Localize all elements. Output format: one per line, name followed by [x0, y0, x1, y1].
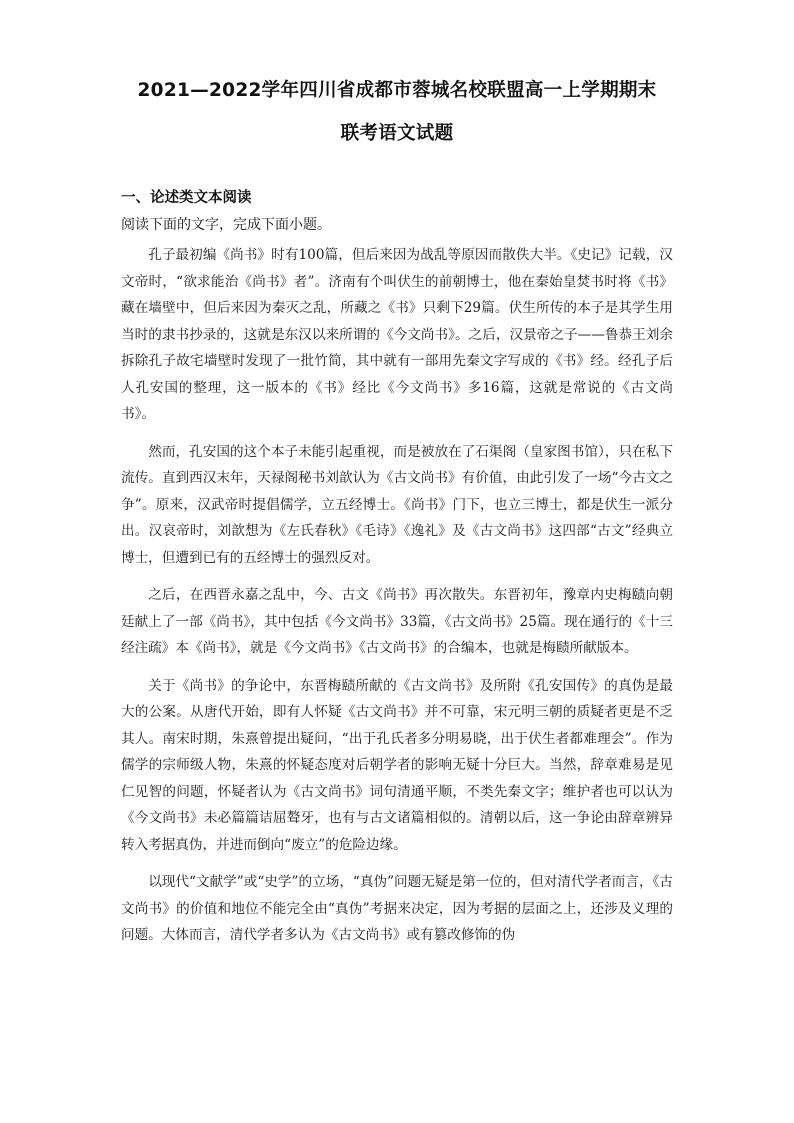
document-title-line-2: 联考语文试题 — [340, 123, 454, 144]
passage-paragraph-1: 孔子最初编《尚书》时有100篇，但后来因为战乱等原因而散佚大半。《史记》记载，汉文帝时，“欲求能治《尚书》者”。济南有个叫伏生的前朝博士，他在秦始皇焚书时将《书》藏在墙壁中，但后来因为秦灭之乱，所藏之《书》只剩下29篇。伏生所传的本子是其学生用当时的隶书抄录的，这就是东汉以来所谓的《今文尚书》。之后，汉景帝之子——鲁恭王刘余拆除孔子故宅墙壁时发现了一批竹简，其中就有一部用先秦文字写成的《书》经。经孔子后人孔安国的整理，这一版本的《书》经比《今文尚书》多16篇，这就是常说的《古文尚书》。 — [121, 247, 673, 422]
passage-paragraph-5: 以现代“文献学”或“史学”的立场，“真伪”问题无疑是第一位的，但对清代学者而言，《古文尚书》的价值和地位不能完全由“真伪”考据来决定，因为考据的层面之上，还涉及义理的问题。大体而言，清代学者多认为《古文尚书》或有篡改修饰的伪 — [121, 874, 673, 943]
passage-paragraph-4: 关于《尚书》的争论中，东晋梅赜所献的《古文尚书》及所附《孔安国传》的真伪是最大的公案。从唐代开始，即有人怀疑《古文尚书》并不可靠，宋元明三朝的质疑者更是不乏其人。南宋时期，朱熹曾提出疑问，“出于孔氏者多分明易晓，出于伏生者都难理会”。作为儒学的宗师级人物，朱熹的怀疑态度对后朝学者的影响无疑十分巨大。当然，辞章难易是见仁见智的问题，怀疑者认为《古文尚书》词句清通平顺，不类先秦文字；维护者也可以认为《今文尚书》未必篇篇诘屈聱牙，也有与古文诸篇相似的。清朝以后，这一争论由辞章辨异转入考据真伪，并进而倒向“废立”的危险边缘。 — [121, 677, 673, 853]
passage-paragraph-2: 然而，孔安国的这个本子未能引起重视，而是被放在了石渠阁（皇家图书馆），只在私下流传。直到西汉末年，天禄阁秘书刘歆认为《古文尚书》有价值，由此引发了一场“今古文之争”。原来，汉武帝时提倡儒学，立五经博士。《尚书》门下，也立三博士，都是伏生一派分出。汉哀帝时，刘歆想为《左氏春秋》《毛诗》《逸礼》及《古文尚书》这四部“古文”经典立博士，但遭到已有的五经博士的强烈反对。 — [121, 443, 673, 566]
section-heading: 一、论述类文本阅读 — [121, 190, 252, 206]
passage-paragraph-3: 之后，在西晋永嘉之乱中，今、古文《尚书》再次散失。东晋初年，豫章内史梅赜向朝廷献上了一部《尚书》，其中包括《今文尚书》33篇，《古文尚书》25篇。现在通行的《十三经注疏》本《尚书》，就是《今文尚书》《古文尚书》的合编本，也就是梅赜所献版本。 — [121, 587, 673, 656]
reading-instruction: 阅读下面的文字，完成下面小题。 — [121, 217, 331, 233]
passage-body — [121, 242, 673, 960]
document-title-line-1: 2021—2022学年四川省成都市蓉城名校联盟高一上学期期末 — [137, 80, 657, 101]
